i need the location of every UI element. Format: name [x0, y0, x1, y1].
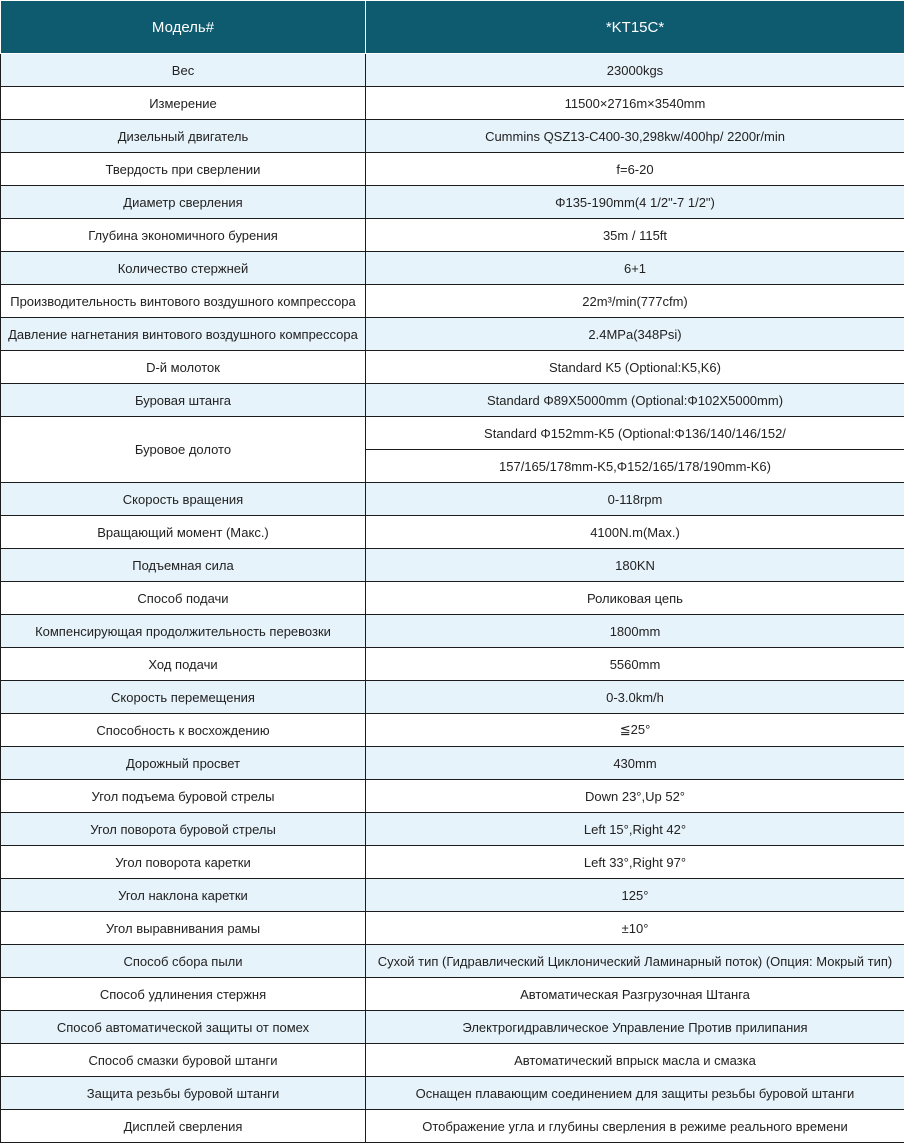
spec-label: Производительность винтового воздушного компрессора [1, 285, 366, 318]
table-row-drill-bit [1, 417, 904, 450]
spec-value: Left 15°,Right 42° [366, 813, 904, 846]
spec-value: Down 23°,Up 52° [366, 780, 904, 813]
spec-label: Способ подачи [1, 582, 366, 615]
spec-value: Left 33°,Right 97° [366, 846, 904, 879]
spec-value: 2.4MPa(348Psi) [366, 318, 904, 351]
table-row [1, 945, 904, 978]
spec-value: Standard Φ89X5000mm (Optional:Φ102X5000mm) [366, 384, 904, 417]
spec-label: Диаметр сверления [1, 186, 366, 219]
table-row [1, 879, 904, 912]
table-header-row [1, 1, 904, 54]
spec-label: Буровая штанга [1, 384, 366, 417]
spec-label: Дорожный просвет [1, 747, 366, 780]
spec-label: Дисплей сверления [1, 1110, 366, 1143]
spec-label: Измерение [1, 87, 366, 120]
header-label: Модель# [1, 1, 366, 54]
spec-label: Вес [1, 54, 366, 87]
spec-label: Подъемная сила [1, 549, 366, 582]
spec-value: Сухой тип (Гидравлический Циклонический Ламинарный поток) (Опция: Мокрый тип) [366, 945, 904, 978]
table-row [1, 747, 904, 780]
table-row [1, 582, 904, 615]
spec-body [1, 54, 904, 1143]
table-row [1, 483, 904, 516]
table-row [1, 351, 904, 384]
spec-value: f=6-20 [366, 153, 904, 186]
spec-label: Ход подачи [1, 648, 366, 681]
spec-label: Угол поворота каретки [1, 846, 366, 879]
table-row [1, 1110, 904, 1143]
spec-label-drill-bit: Буровое долото [1, 417, 366, 483]
spec-label: Способ автоматической защиты от помех [1, 1011, 366, 1044]
spec-label: Количество стержней [1, 252, 366, 285]
spec-label: Вращающий момент (Макс.) [1, 516, 366, 549]
table-row [1, 648, 904, 681]
table-row [1, 615, 904, 648]
spec-label: Способ удлинения стержня [1, 978, 366, 1011]
table-row [1, 186, 904, 219]
table-row [1, 54, 904, 87]
spec-value: 430mm [366, 747, 904, 780]
spec-value-drill-bit-line1: Standard Φ152mm-K5 (Optional:Φ136/140/146/152/ [366, 417, 904, 450]
table-row [1, 813, 904, 846]
spec-value: 23000kgs [366, 54, 904, 87]
spec-label: D-й молоток [1, 351, 366, 384]
spec-value: Standard K5 (Optional:K5,K6) [366, 351, 904, 384]
spec-label: Угол выравнивания рамы [1, 912, 366, 945]
table-row [1, 384, 904, 417]
spec-label: Способ смазки буровой штанги [1, 1044, 366, 1077]
table-row [1, 714, 904, 747]
header-model: *KT15C* [366, 1, 904, 54]
table-row [1, 1044, 904, 1077]
table-row [1, 1077, 904, 1110]
table-row [1, 549, 904, 582]
spec-value: 35m / 115ft [366, 219, 904, 252]
table-row [1, 912, 904, 945]
table-row [1, 87, 904, 120]
spec-label: Компенсирующая продолжительность перевозки [1, 615, 366, 648]
spec-value: 0-118rpm [366, 483, 904, 516]
table-row [1, 219, 904, 252]
table-row [1, 1011, 904, 1044]
spec-value: Cummins QSZ13-C400-30,298kw/400hp/ 2200r/min [366, 120, 904, 153]
spec-value: Оснащен плавающим соединением для защиты резьбы буровой штанги [366, 1077, 904, 1110]
table-row [1, 120, 904, 153]
table-row [1, 978, 904, 1011]
spec-value-drill-bit-line2: 157/165/178mm-K5,Φ152/165/178/190mm-K6) [366, 450, 904, 483]
spec-value: 0-3.0km/h [366, 681, 904, 714]
spec-label: Скорость перемещения [1, 681, 366, 714]
spec-label: Способность к восхождению [1, 714, 366, 747]
spec-value: 180KN [366, 549, 904, 582]
spec-value: Автоматический впрыск масла и смазка [366, 1044, 904, 1077]
spec-value: 125° [366, 879, 904, 912]
spec-value: 5560mm [366, 648, 904, 681]
spec-value: Отображение угла и глубины сверления в режиме реального времени [366, 1110, 904, 1143]
spec-value: Электрогидравлическое Управление Против прилипания [366, 1011, 904, 1044]
table-row [1, 846, 904, 879]
spec-label: Способ сбора пыли [1, 945, 366, 978]
spec-value: 11500×2716m×3540mm [366, 87, 904, 120]
spec-label: Давление нагнетания винтового воздушного компрессора [1, 318, 366, 351]
spec-label: Глубина экономичного бурения [1, 219, 366, 252]
table-row [1, 780, 904, 813]
spec-label: Твердость при сверлении [1, 153, 366, 186]
spec-label: Угол наклона каретки [1, 879, 366, 912]
spec-value: ≦25° [366, 714, 904, 747]
table-row [1, 681, 904, 714]
spec-value: Роликовая цепь [366, 582, 904, 615]
spec-value: 4100N.m(Max.) [366, 516, 904, 549]
spec-value: 1800mm [366, 615, 904, 648]
table-row [1, 285, 904, 318]
spec-label: Скорость вращения [1, 483, 366, 516]
spec-label: Угол подъема буровой стрелы [1, 780, 366, 813]
table-row [1, 318, 904, 351]
spec-label: Защита резьбы буровой штанги [1, 1077, 366, 1110]
spec-value: ±10° [366, 912, 904, 945]
spec-value: 22m³/min(777cfm) [366, 285, 904, 318]
spec-value: Φ135-190mm(4 1/2"-7 1/2") [366, 186, 904, 219]
spec-value: Автоматическая Разгрузочная Штанга [366, 978, 904, 1011]
table-row [1, 153, 904, 186]
spec-label: Угол поворота буровой стрелы [1, 813, 366, 846]
spec-value: 6+1 [366, 252, 904, 285]
table-row [1, 516, 904, 549]
table-row [1, 252, 904, 285]
spec-label: Дизельный двигатель [1, 120, 366, 153]
